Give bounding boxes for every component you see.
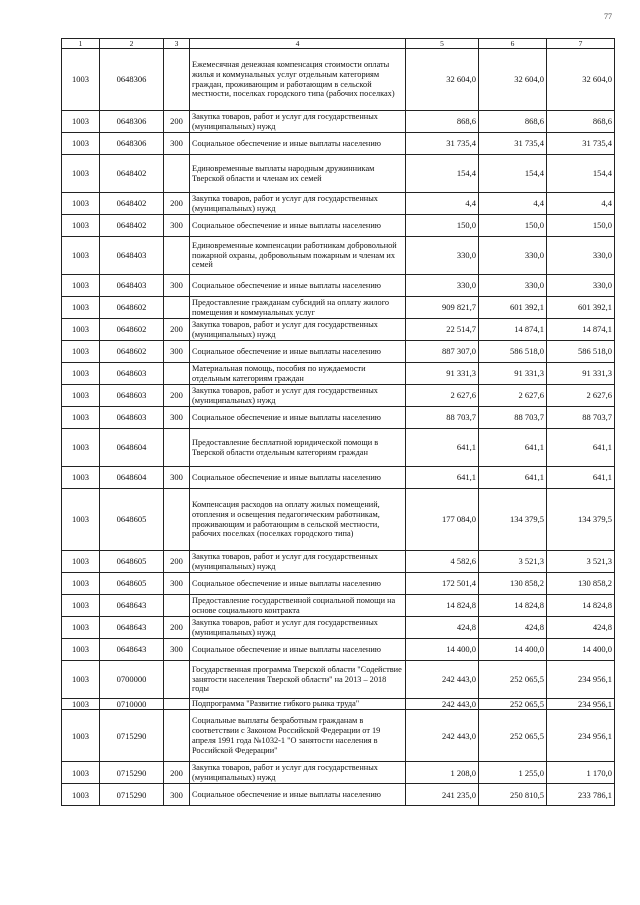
code-cell: 0648603 [100, 363, 164, 385]
column-header: 6 [479, 39, 547, 49]
amount-col5-cell: 88 703,7 [406, 407, 479, 429]
budget-table [61, 38, 615, 806]
code-cell: 0648402 [100, 193, 164, 215]
expense-type-cell [164, 363, 190, 385]
code-cell: 0715290 [100, 762, 164, 784]
amount-col5-cell: 91 331,3 [406, 363, 479, 385]
expense-type-cell: 200 [164, 319, 190, 341]
code-cell: 0648602 [100, 341, 164, 363]
amount-col5-cell: 1 208,0 [406, 762, 479, 784]
code-cell: 0648403 [100, 237, 164, 275]
code-cell: 0648604 [100, 467, 164, 489]
amount-col6-cell: 1 255,0 [479, 762, 547, 784]
expense-type-cell: 300 [164, 573, 190, 595]
expense-type-cell [164, 699, 190, 710]
code-cell: 0648603 [100, 385, 164, 407]
code-cell: 0648402 [100, 215, 164, 237]
item-name-cell: Материальная помощь, пособия по нуждаемости отдельным категориям граждан [190, 363, 406, 385]
section-cell: 1003 [62, 639, 100, 661]
amount-col7-cell: 4,4 [547, 193, 615, 215]
item-name-cell: Компенсация расходов на оплату жилых помещений, отопления и освещения педагогическим работникам, проживающим и работающим в сельской местности, рабочих поселках (поселках городского типа) [190, 489, 406, 551]
expense-type-cell [164, 297, 190, 319]
amount-col7-cell: 641,1 [547, 429, 615, 467]
code-cell: 0648605 [100, 489, 164, 551]
section-cell: 1003 [62, 133, 100, 155]
expense-type-cell: 300 [164, 275, 190, 297]
expense-type-cell: 300 [164, 467, 190, 489]
amount-col5-cell: 150,0 [406, 215, 479, 237]
amount-col7-cell: 330,0 [547, 275, 615, 297]
expense-type-cell: 300 [164, 133, 190, 155]
table-row [62, 297, 615, 319]
item-name-cell: Государственная программа Тверской области "Содействие занятости населения Тверской области" на 2013 – 2018 годы [190, 661, 406, 699]
amount-col6-cell: 641,1 [479, 467, 547, 489]
amount-col5-cell: 4,4 [406, 193, 479, 215]
code-cell: 0648643 [100, 639, 164, 661]
section-cell: 1003 [62, 573, 100, 595]
item-name-cell: Закупка товаров, работ и услуг для государственных (муниципальных) нужд [190, 111, 406, 133]
amount-col5-cell: 330,0 [406, 275, 479, 297]
amount-col5-cell: 172 501,4 [406, 573, 479, 595]
section-cell: 1003 [62, 595, 100, 617]
item-name-cell: Единовременные компенсации работникам добровольной пожарной охраны, добровольным пожарным и членам их семей [190, 237, 406, 275]
table-row [62, 661, 615, 699]
item-name-cell: Социальное обеспечение и иные выплаты населению [190, 275, 406, 297]
column-header: 4 [190, 39, 406, 49]
amount-col5-cell: 177 084,0 [406, 489, 479, 551]
table-row [62, 762, 615, 784]
column-header: 7 [547, 39, 615, 49]
code-cell: 0648306 [100, 49, 164, 111]
section-cell: 1003 [62, 467, 100, 489]
amount-col7-cell: 234 956,1 [547, 710, 615, 762]
amount-col6-cell: 641,1 [479, 429, 547, 467]
table-row [62, 215, 615, 237]
amount-col6-cell: 88 703,7 [479, 407, 547, 429]
item-name-cell: Социальное обеспечение и иные выплаты населению [190, 341, 406, 363]
amount-col5-cell: 4 582,6 [406, 551, 479, 573]
expense-type-cell: 200 [164, 385, 190, 407]
code-cell: 0648604 [100, 429, 164, 467]
item-name-cell: Предоставление государственной социальной помощи на основе социального контракта [190, 595, 406, 617]
section-cell: 1003 [62, 429, 100, 467]
code-cell: 0700000 [100, 661, 164, 699]
amount-col6-cell: 14 874,1 [479, 319, 547, 341]
item-name-cell: Предоставление бесплатной юридической помощи в Тверской области отдельным категориям граждан [190, 429, 406, 467]
item-name-cell: Закупка товаров, работ и услуг для государственных (муниципальных) нужд [190, 319, 406, 341]
table-row [62, 237, 615, 275]
amount-col7-cell: 32 604,0 [547, 49, 615, 111]
amount-col6-cell: 868,6 [479, 111, 547, 133]
amount-col5-cell: 424,8 [406, 617, 479, 639]
expense-type-cell: 200 [164, 762, 190, 784]
amount-col6-cell: 252 065,5 [479, 699, 547, 710]
section-cell: 1003 [62, 784, 100, 806]
item-name-cell: Закупка товаров, работ и услуг для государственных (муниципальных) нужд [190, 762, 406, 784]
column-header: 3 [164, 39, 190, 49]
expense-type-cell: 300 [164, 407, 190, 429]
amount-col6-cell: 31 735,4 [479, 133, 547, 155]
section-cell: 1003 [62, 762, 100, 784]
amount-col6-cell: 601 392,1 [479, 297, 547, 319]
item-name-cell: Социальное обеспечение и иные выплаты населению [190, 639, 406, 661]
table-row [62, 784, 615, 806]
amount-col7-cell: 91 331,3 [547, 363, 615, 385]
expense-type-cell [164, 489, 190, 551]
expense-type-cell: 300 [164, 341, 190, 363]
code-cell: 0710000 [100, 699, 164, 710]
item-name-cell: Закупка товаров, работ и услуг для государственных (муниципальных) нужд [190, 617, 406, 639]
table-row [62, 385, 615, 407]
table-row [62, 429, 615, 467]
table-row [62, 595, 615, 617]
amount-col6-cell: 4,4 [479, 193, 547, 215]
amount-col7-cell: 3 521,3 [547, 551, 615, 573]
table-row [62, 407, 615, 429]
amount-col6-cell: 330,0 [479, 275, 547, 297]
section-cell: 1003 [62, 699, 100, 710]
table-row [62, 489, 615, 551]
expense-type-cell: 200 [164, 551, 190, 573]
amount-col5-cell: 14 824,8 [406, 595, 479, 617]
column-number-row [62, 39, 615, 49]
code-cell: 0715290 [100, 784, 164, 806]
expense-type-cell: 200 [164, 193, 190, 215]
section-cell: 1003 [62, 661, 100, 699]
expense-type-cell [164, 49, 190, 111]
amount-col5-cell: 32 604,0 [406, 49, 479, 111]
amount-col6-cell: 424,8 [479, 617, 547, 639]
amount-col5-cell: 22 514,7 [406, 319, 479, 341]
table-row [62, 467, 615, 489]
code-cell: 0648603 [100, 407, 164, 429]
table-row [62, 699, 615, 710]
amount-col5-cell: 242 443,0 [406, 661, 479, 699]
code-cell: 0648643 [100, 617, 164, 639]
amount-col7-cell: 234 956,1 [547, 661, 615, 699]
page-number: 77 [604, 12, 612, 21]
table-row [62, 551, 615, 573]
amount-col7-cell: 14 400,0 [547, 639, 615, 661]
table-row [62, 133, 615, 155]
expense-type-cell [164, 155, 190, 193]
amount-col7-cell: 330,0 [547, 237, 615, 275]
item-name-cell: Социальное обеспечение и иные выплаты населению [190, 573, 406, 595]
item-name-cell: Социальное обеспечение и иные выплаты населению [190, 467, 406, 489]
expense-type-cell [164, 237, 190, 275]
expense-type-cell: 200 [164, 617, 190, 639]
amount-col7-cell: 154,4 [547, 155, 615, 193]
section-cell: 1003 [62, 215, 100, 237]
amount-col6-cell: 330,0 [479, 237, 547, 275]
amount-col7-cell: 641,1 [547, 467, 615, 489]
amount-col5-cell: 641,1 [406, 467, 479, 489]
code-cell: 0648602 [100, 319, 164, 341]
amount-col7-cell: 601 392,1 [547, 297, 615, 319]
section-cell: 1003 [62, 489, 100, 551]
section-cell: 1003 [62, 319, 100, 341]
code-cell: 0648403 [100, 275, 164, 297]
amount-col7-cell: 14 824,8 [547, 595, 615, 617]
amount-col7-cell: 424,8 [547, 617, 615, 639]
table-row [62, 49, 615, 111]
table-row [62, 341, 615, 363]
amount-col6-cell: 134 379,5 [479, 489, 547, 551]
amount-col6-cell: 32 604,0 [479, 49, 547, 111]
item-name-cell: Единовременные выплаты народным дружинникам Тверской области и членам их семей [190, 155, 406, 193]
section-cell: 1003 [62, 275, 100, 297]
amount-col6-cell: 14 400,0 [479, 639, 547, 661]
amount-col6-cell: 3 521,3 [479, 551, 547, 573]
expense-type-cell: 300 [164, 639, 190, 661]
item-name-cell: Закупка товаров, работ и услуг для государственных (муниципальных) нужд [190, 193, 406, 215]
section-cell: 1003 [62, 363, 100, 385]
expense-type-cell [164, 595, 190, 617]
section-cell: 1003 [62, 617, 100, 639]
section-cell: 1003 [62, 111, 100, 133]
item-name-cell: Социальное обеспечение и иные выплаты населению [190, 215, 406, 237]
amount-col6-cell: 91 331,3 [479, 363, 547, 385]
amount-col5-cell: 330,0 [406, 237, 479, 275]
item-name-cell: Социальное обеспечение и иные выплаты населению [190, 133, 406, 155]
amount-col7-cell: 2 627,6 [547, 385, 615, 407]
section-cell: 1003 [62, 237, 100, 275]
section-cell: 1003 [62, 341, 100, 363]
amount-col6-cell: 154,4 [479, 155, 547, 193]
table-row [62, 111, 615, 133]
amount-col7-cell: 234 956,1 [547, 699, 615, 710]
item-name-cell: Социальное обеспечение и иные выплаты населению [190, 784, 406, 806]
amount-col7-cell: 868,6 [547, 111, 615, 133]
expense-type-cell: 200 [164, 111, 190, 133]
amount-col7-cell: 1 170,0 [547, 762, 615, 784]
amount-col7-cell: 586 518,0 [547, 341, 615, 363]
table-row [62, 319, 615, 341]
amount-col7-cell: 134 379,5 [547, 489, 615, 551]
amount-col5-cell: 242 443,0 [406, 699, 479, 710]
amount-col7-cell: 14 874,1 [547, 319, 615, 341]
amount-col7-cell: 233 786,1 [547, 784, 615, 806]
table-row [62, 193, 615, 215]
section-cell: 1003 [62, 551, 100, 573]
section-cell: 1003 [62, 385, 100, 407]
table-row [62, 639, 615, 661]
section-cell: 1003 [62, 193, 100, 215]
amount-col6-cell: 2 627,6 [479, 385, 547, 407]
code-cell: 0648306 [100, 133, 164, 155]
amount-col6-cell: 586 518,0 [479, 341, 547, 363]
table-row [62, 363, 615, 385]
item-name-cell: Закупка товаров, работ и услуг для государственных (муниципальных) нужд [190, 385, 406, 407]
expense-type-cell [164, 661, 190, 699]
item-name-cell: Предоставление гражданам субсидий на оплату жилого помещения и коммунальных услуг [190, 297, 406, 319]
section-cell: 1003 [62, 407, 100, 429]
amount-col6-cell: 252 065,5 [479, 710, 547, 762]
item-name-cell: Закупка товаров, работ и услуг для государственных (муниципальных) нужд [190, 551, 406, 573]
code-cell: 0715290 [100, 710, 164, 762]
amount-col7-cell: 130 858,2 [547, 573, 615, 595]
section-cell: 1003 [62, 710, 100, 762]
section-cell: 1003 [62, 155, 100, 193]
amount-col6-cell: 252 065,5 [479, 661, 547, 699]
table-row [62, 275, 615, 297]
column-header: 5 [406, 39, 479, 49]
amount-col5-cell: 241 235,0 [406, 784, 479, 806]
section-cell: 1003 [62, 297, 100, 319]
code-cell: 0648306 [100, 111, 164, 133]
table-body [62, 49, 615, 806]
amount-col6-cell: 130 858,2 [479, 573, 547, 595]
amount-col5-cell: 242 443,0 [406, 710, 479, 762]
amount-col5-cell: 641,1 [406, 429, 479, 467]
code-cell: 0648643 [100, 595, 164, 617]
code-cell: 0648602 [100, 297, 164, 319]
amount-col5-cell: 14 400,0 [406, 639, 479, 661]
amount-col5-cell: 868,6 [406, 111, 479, 133]
amount-col7-cell: 31 735,4 [547, 133, 615, 155]
amount-col6-cell: 250 810,5 [479, 784, 547, 806]
amount-col7-cell: 88 703,7 [547, 407, 615, 429]
amount-col5-cell: 887 307,0 [406, 341, 479, 363]
code-cell: 0648402 [100, 155, 164, 193]
item-name-cell: Подпрограмма "Развитие гибкого рынка труда" [190, 699, 406, 710]
table-row [62, 573, 615, 595]
code-cell: 0648605 [100, 573, 164, 595]
expense-type-cell: 300 [164, 215, 190, 237]
section-cell: 1003 [62, 49, 100, 111]
expense-type-cell: 300 [164, 784, 190, 806]
column-header: 2 [100, 39, 164, 49]
amount-col7-cell: 150,0 [547, 215, 615, 237]
amount-col6-cell: 14 824,8 [479, 595, 547, 617]
table-row [62, 155, 615, 193]
code-cell: 0648605 [100, 551, 164, 573]
column-header: 1 [62, 39, 100, 49]
expense-type-cell [164, 710, 190, 762]
table-row [62, 710, 615, 762]
item-name-cell: Социальное обеспечение и иные выплаты населению [190, 407, 406, 429]
table-row [62, 617, 615, 639]
item-name-cell: Социальные выплаты безработным гражданам в соответствии с Законом Российской Федерации от 19 апреля 1991 года №1032-1 "О занятости населения в Российской Федерации" [190, 710, 406, 762]
amount-col6-cell: 150,0 [479, 215, 547, 237]
expense-type-cell [164, 429, 190, 467]
item-name-cell: Ежемесячная денежная компенсация стоимости оплаты жилья и коммунальных услуг отдельным категориям граждан, проживающим и работающим в сельской местности, поселках городского типа (рабочих поселках) [190, 49, 406, 111]
amount-col5-cell: 154,4 [406, 155, 479, 193]
amount-col5-cell: 31 735,4 [406, 133, 479, 155]
amount-col5-cell: 2 627,6 [406, 385, 479, 407]
amount-col5-cell: 909 821,7 [406, 297, 479, 319]
